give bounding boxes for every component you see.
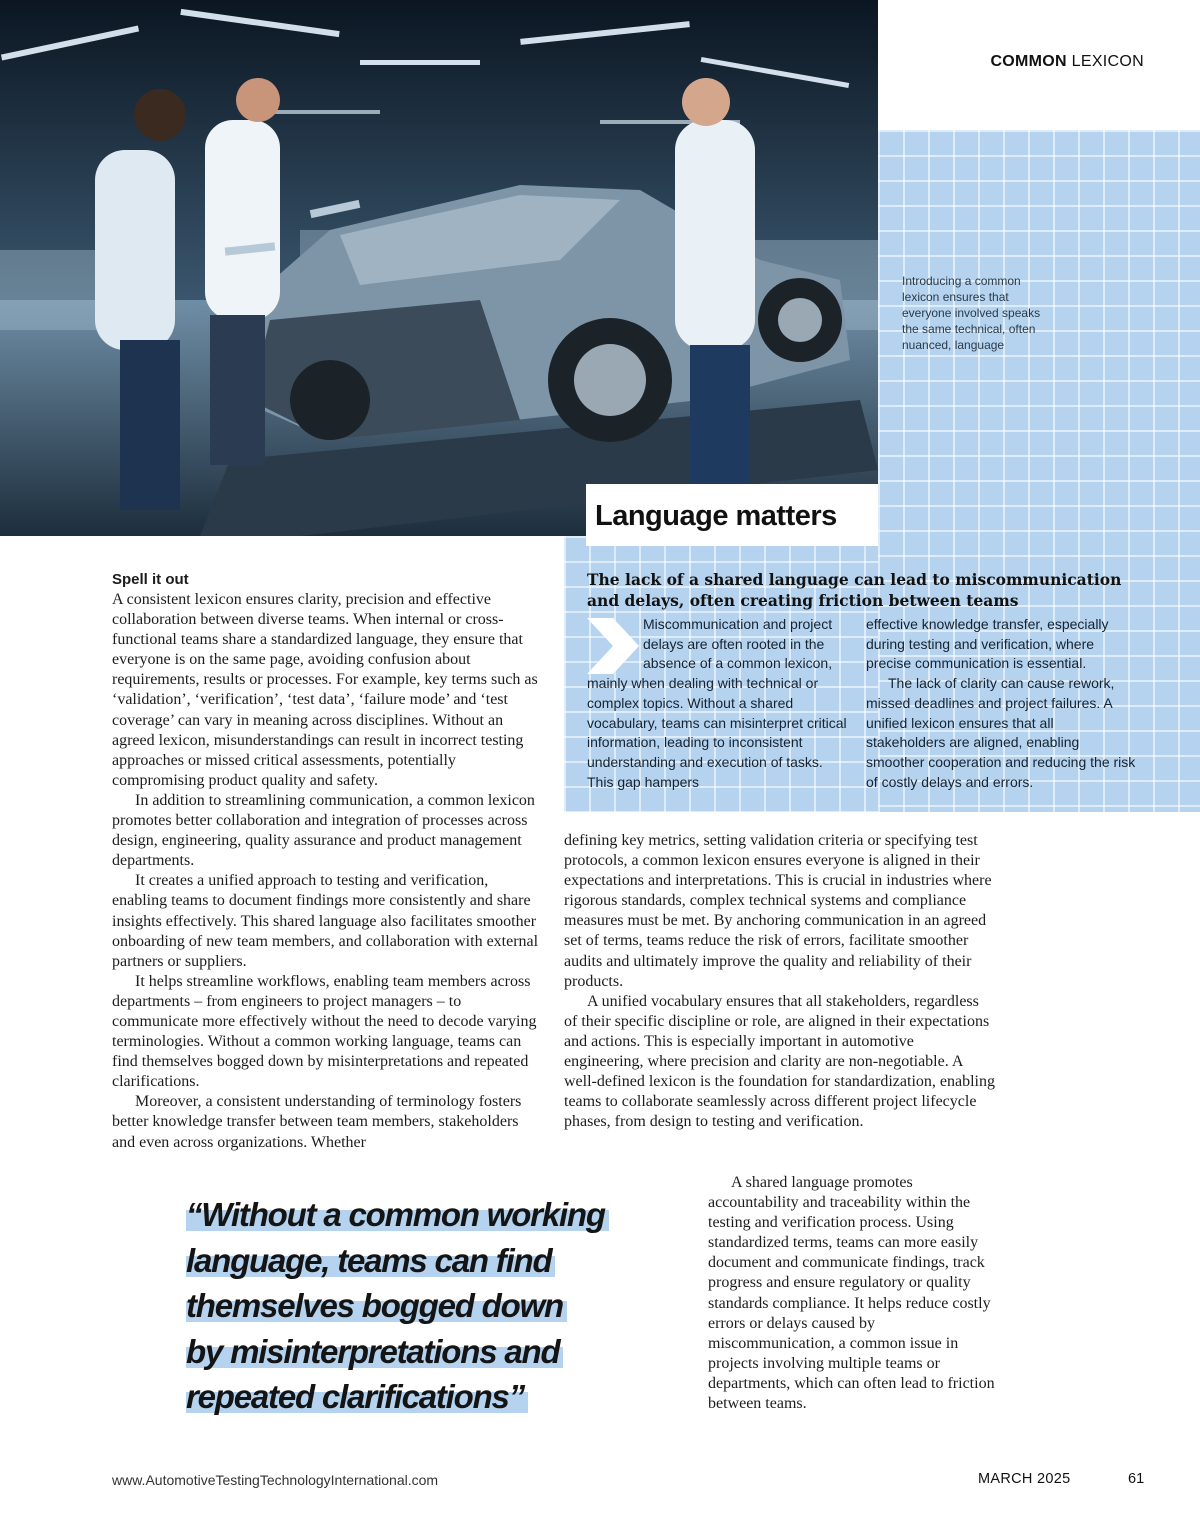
body-paragraph: A unified vocabulary ensures that all stakeholders, regardless of their specific discipline or role, are aligned in their expectations and actions. This is especially important in automotive engineering, where precision and clarity are non-negotiable. A well-defined lexicon is the foundation for standardization, enabling teams to collaborate seamlessly across different project lifecycle phases, from design to testing and verification. [564, 992, 995, 1131]
footer-issue-date: MARCH 2025 [978, 1471, 1071, 1487]
pull-quote-line: themselves bogged down [186, 1287, 567, 1324]
panel-paragraph: effective knowledge transfer, especially during testing and verification, where precise communication is essential. [866, 616, 1109, 672]
section-label-bold: COMMON [990, 53, 1067, 70]
hero-photo [0, 0, 878, 536]
body-paragraph: A shared language promotes accountability and traceability within the testing and verification process. Using standardized terms, teams can more easily document and communicate findings, track progress and ensure regulatory or quality standards compliance. It helps reduce costly errors or delays caused by miscommunication, a common issue in projects involving multiple teams or departments, which can often lead to friction between teams. [708, 1174, 995, 1413]
body-column-middle [564, 831, 996, 1132]
body-paragraph: A consistent lexicon ensures clarity, precision and effective collaboration between diverse teams. When internal or cross-functional teams share a standardized language, they ensure that everyone is on the same page, avoiding confusion about requirements, results or processes. For example, key terms such as ‘validation’, ‘verification’, ‘test data’, ‘failure mode’ and ‘test coverage’ can vary in meaning across disciplines. Without an agreed lexicon, misunderstandings can result in incorrect testing approaches or missed critical assessments, potentially compromising product quality and safety. [112, 591, 538, 789]
body-column-right [708, 1173, 998, 1414]
panel-paragraph: The lack of clarity can cause rework, missed deadlines and project failures. A unified lexicon ensures that all stakeholders are aligned, enabling smoother cooperation and reducing the risk of costly delays and errors. [866, 675, 1136, 790]
panel-column-1 [587, 615, 847, 792]
body-paragraph: Moreover, a consistent understanding of terminology fosters better knowledge transfer between team members, stakeholders and even across organizations. Whether [112, 1093, 522, 1151]
pull-quote-line: “Without a common working [186, 1196, 609, 1233]
pull-quote-line: by misinterpretations and [186, 1333, 563, 1370]
lab-scene-illustration [0, 0, 878, 536]
panel-paragraph: Miscommunication and project delays are often rooted in the absence of a common lexicon, mainly when dealing with technical or complex topics. Without a shared vocabulary, teams can misinterpret critical information, leading to inconsistent understanding and execution of tasks. This gap hampers [587, 616, 847, 790]
pull-quote [186, 1192, 626, 1420]
feature-headline: Language matters [595, 500, 837, 532]
section-label-rest: LEXICON [1066, 53, 1144, 70]
body-paragraph: defining key metrics, setting validation criteria or specifying test protocols, a common lexicon ensures everyone is aligned in their expectations and interpretations. This is crucial in industries where rigorous standards, complex technical systems and compliance measures must be met. By anchoring communication in an agreed set of terms, teams reduce the risk of errors, facilitate smoother audits and ultimately improve the quality and reliability of their products. [564, 832, 992, 990]
body-paragraph: It helps streamline workflows, enabling team members across departments – from engineers to project managers – to communicate more effectively without the need to decode varying terminologies. Without a common working language, teams can find themselves bogged down by misinterpretations and repeated clarifications. [112, 972, 537, 1091]
body-paragraph: It creates a unified approach to testing and verification, enabling teams to document findings more consistently and share insights effectively. This shared language also facilitates smoother onboarding of new team members, and collaboration with external partners or suppliers. [112, 872, 539, 970]
body-column-left [112, 570, 544, 1153]
section-label [990, 53, 1144, 71]
chevron-right-icon [587, 618, 639, 674]
photo-caption: Introducing a common lexicon ensures that everyone involved speaks the same technical, often nuanced, language [902, 274, 1041, 352]
feature-standfirst: The lack of a shared language can lead to miscommunication and delays, often creating friction between teams [587, 570, 1122, 610]
panel-column-2 [866, 615, 1136, 792]
footer-website-link[interactable]: www.AutomotiveTestingTechnologyInternational.com [112, 1472, 439, 1488]
pull-quote-line: repeated clarifications” [186, 1378, 528, 1415]
pull-quote-line: language, teams can find [186, 1242, 555, 1279]
footer-page-number: 61 [1128, 1471, 1145, 1487]
body-paragraph: In addition to streamlining communication, a common lexicon promotes better collaboration and integration of processes across design, engineering, quality assurance and product management departments. [112, 791, 535, 870]
body-subhead: Spell it out [112, 571, 189, 588]
